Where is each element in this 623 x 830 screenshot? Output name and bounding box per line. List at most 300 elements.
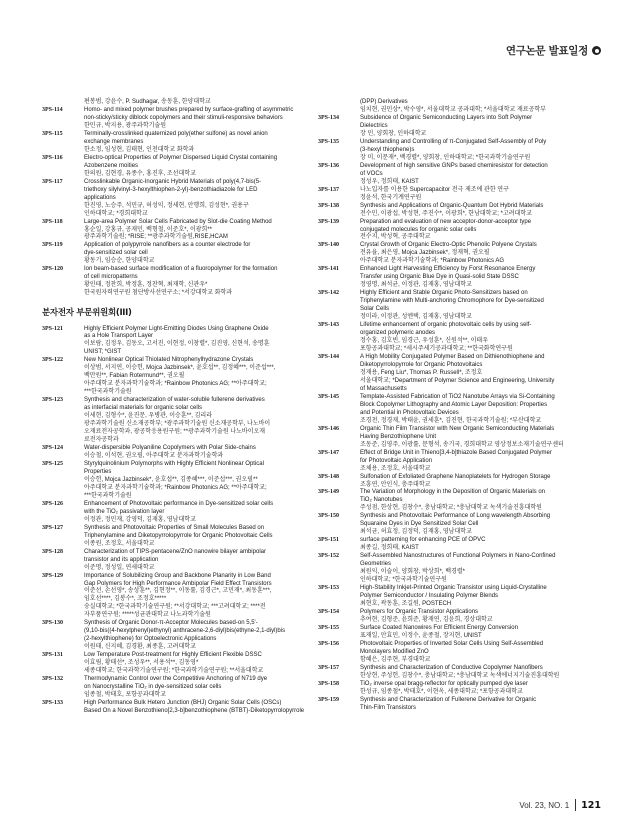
program-entry — [42, 242, 305, 266]
entry-line: 인하대학교; *한국과학기술연구원 — [360, 577, 447, 584]
entry-body — [84, 266, 305, 298]
entry-line: 한상현, 주성헌, 김창수*, 충남대학교; *충남대학교 녹색에너지기술진흥대학원 — [360, 672, 560, 679]
entry-body — [84, 700, 305, 716]
entry-code: 3PS-129 — [42, 572, 63, 579]
entry-body — [84, 445, 305, 461]
entry-code: 3PS-154 — [318, 609, 339, 615]
entry-body — [360, 187, 586, 203]
entry-line: 임치현, 권민상*, 박수영*, 서울대학교 공과대학; *서울대학교 재료공학부 — [360, 106, 546, 113]
entry-line: 정미라, 이정관, 성엔택, 김재홍, 영남대학교 — [360, 314, 472, 321]
program-entry — [318, 426, 586, 450]
program-entry — [42, 501, 305, 525]
entry-line: 조흥연, 안인식, 충주대학교 — [360, 481, 431, 488]
entry-line: on Nanocrystalline TiO₂ in dye-sensitized solar cells — [84, 684, 222, 691]
entry-line: 세종대학교; 한국과학기술연구원; *한국과학기술연구원; **서울대학교 — [84, 668, 264, 675]
entry-line: 장 민, 양회창, 인하대학교 — [360, 130, 427, 137]
entry-body — [360, 219, 586, 243]
entry-line: 이원태, 신지혜, 김경환, 최종훈, 고려대학교 — [84, 644, 196, 651]
entry-code: 3PS-117 — [42, 178, 63, 185]
entry-line: of Massachusetts — [360, 385, 407, 392]
entry-code: 3PS-135 — [318, 138, 339, 145]
program-entry — [318, 163, 586, 187]
entry-code: 3PS-132 — [42, 676, 63, 683]
entry-line: 이세현, 김형수*, 윤진문, 우병관, 이승훈**, 김리라 — [84, 413, 213, 420]
entry-code: 3PS-144 — [318, 354, 339, 360]
entry-line: Based On a Novel Benzothieno[2,3-b]benzothiophene (BTBT)-Diketopyrrolopyrrole — [84, 708, 305, 715]
entry-code: 3PS-123 — [42, 397, 63, 404]
entry-line: 이효림, 황태선*, 조성우**, 서용석**, 김동영* — [84, 660, 199, 667]
entry-body — [84, 219, 305, 243]
entry-line: 광주과학기술원 신소재공학부; *광주과학기술원 신소재공학부, 나노바이 — [84, 421, 271, 428]
program-entry — [42, 107, 305, 131]
entry-code: 3PS-114 — [42, 106, 63, 113]
entry-body — [84, 357, 305, 397]
entry-line: Solar Cells — [360, 306, 390, 313]
entry-line: Synthesis and Characterization of Conductive Copolymer Nanofibers — [360, 664, 543, 671]
entry-line: 최종길, 정희태, KAIST — [360, 545, 419, 552]
entry-line: Block Copolymer Lithography and Atomic Layer Deposition: Properties — [360, 401, 548, 408]
program-entry — [318, 322, 586, 354]
entry-code: 3PS-134 — [318, 114, 339, 121]
entry-body — [360, 290, 586, 322]
entry-body — [360, 354, 586, 394]
entry-line: Synthesis and Characterization of Fullerene Derivative for Organic — [360, 696, 537, 703]
bullet-circle-icon — [592, 46, 601, 55]
entry-line: 광주과학기술원; *RISE; **광주과학기술원,RISE,HCAM — [84, 234, 228, 241]
entry-line: 이준선, 손선영*, 송상훈**, 김현정**, 이동률, 김경근*, 고민재*, 최동훈***, — [84, 588, 272, 595]
entry-line: 홍순일, 강홍규, 공재민, 백형철, 이준호*, 이광희** — [84, 226, 213, 233]
entry-line: 임호선****, 김봉수*, 조정호***** — [84, 596, 167, 603]
entry-line: 료전자공학과 — [84, 437, 119, 444]
entry-body — [84, 549, 305, 573]
entry-line: TiO₂ Nanotubes — [360, 497, 403, 504]
entry-line: Dielectrics — [360, 122, 388, 129]
entry-line: Lifetime enhancement of organic photovoltaic cells by using self- — [360, 322, 532, 329]
entry-code: 3PS-151 — [318, 537, 339, 544]
entry-line: of VOCs — [360, 170, 383, 177]
entry-code: 3PS-120 — [42, 266, 63, 273]
entry-line: Low Temperature Post-treatment for Highly Efficient Flexible DSSC — [84, 652, 262, 659]
program-entry — [42, 397, 305, 445]
entry-line: 이상범, 서지연, 이승헌, Mojca Jazbinsek*, 윤호섭**, 김정혜***, 이준섭***, — [84, 365, 276, 372]
entry-line: Enhanced Light Harvesting Efficiency by Forst Resonance Energy — [360, 266, 536, 273]
entry-body — [360, 394, 586, 426]
entry-line: and Potential in Photovoltaic Devices — [360, 409, 459, 416]
entry-line: A High Mobility Conjugated Polymer Based on Dithienothiophene and — [360, 354, 545, 360]
entry-code: 3PS-130 — [42, 620, 63, 627]
program-entry — [318, 139, 586, 163]
entry-line: Homo- and mixed polymer brushes prepared by surface-grafting of asymmetric — [84, 106, 294, 113]
entry-line: 추여현, 김형준, 윤희준, 황재연, 김윤희, 경상대학교 — [360, 616, 493, 623]
entry-line: Having Benzothiophene Unit — [360, 433, 437, 440]
entry-line: 이승헌, Mojca Jazbinsek*, 윤호섭**, 김종혜***, 이준섭***, 권오필** — [84, 476, 258, 483]
entry-line: 백만원**, Fabian Rotermund**, 권오필 — [84, 373, 185, 380]
entry-line: Synthesis and Applications of Organic-Quantum Dot Hybrid Materials — [360, 202, 544, 209]
entry-line: 정수홍, 김호빈, 임경근, 우성훈*, 신원석**, 이태우 — [360, 338, 489, 345]
header-title: 연구논문 발표일정 — [505, 45, 588, 57]
entry-line: transistor and its application — [84, 556, 159, 563]
right-lead — [318, 99, 586, 115]
entry-body — [360, 625, 586, 641]
program-entry — [42, 266, 305, 298]
entry-line: Water-dispersible Polyaniline Copolymers with Polar Side-chains — [84, 445, 256, 452]
program-entry — [318, 290, 586, 322]
entry-line: 장 미, 이문재*, 백경렬*, 양회창, 인하대학교; *한국과학기술연구원 — [360, 154, 531, 161]
entry-body — [84, 242, 305, 266]
entry-line: 포항공과대학교; *세시주세기공과대학교; **한국화학연구원 — [360, 346, 513, 353]
entry-body — [84, 676, 305, 700]
entry-code: 3PS-121 — [42, 325, 63, 332]
entry-line: High Performance Bulk Hetero Junction (BHJ) Organic Solar Cells (OSCs) — [84, 700, 282, 707]
entry-line: Properties — [84, 468, 112, 475]
entry-line: 이정관, 정민재, 강영덕, 김재홍, 영남대학교 — [84, 516, 196, 523]
entry-body — [360, 322, 586, 354]
entry-line: non-sticky/sticky diblock copolymers and their stimuli-responsive behaviors — [84, 114, 283, 121]
entry-line: 임종철, 박태호, 포항공과대학교 — [84, 692, 167, 699]
entry-line: (3-hexyl thiophene)s — [360, 146, 415, 153]
entry-line: 이준명, 정성일, 연세대학교 — [84, 564, 155, 571]
entry-line: exchange membranes — [84, 138, 144, 145]
entry-line: applications — [84, 194, 116, 201]
entry-body — [360, 474, 586, 490]
entry-line: Sulfonation of Exfoliated Graphene Nanoplatelets for Hydrogen Storage — [360, 473, 551, 480]
entry-body — [360, 139, 586, 163]
entry-body — [84, 179, 305, 219]
entry-line: Importance of Solubilizing Group and Backbone Planarity in Low Band — [84, 572, 271, 579]
entry-body — [360, 489, 586, 513]
entry-line: Polymers for Organic Transistor Applications — [360, 609, 479, 615]
program-entry — [318, 242, 586, 266]
entry-line: Effect of Bridge Unit in Thieno[3,4-b]thiazole Based Conjugated Polymer — [360, 449, 552, 456]
entry-body — [360, 609, 586, 625]
entry-code: 3PS-137 — [318, 186, 339, 193]
entry-line: Surface Coated Nanowires For Efficient Energy Conversion — [360, 624, 518, 631]
entry-line: 한국원자력연구원 첨단방사선연구소; *서강대학교 화학과 — [84, 290, 233, 297]
entry-line: 아주대학교 분자과학기술학과; *Rainbow Photonics AG — [360, 258, 505, 265]
program-entry — [318, 513, 586, 537]
program-entry — [42, 131, 305, 155]
entry-line: Azobenzene moities — [84, 162, 139, 169]
entry-code: 3PS-158 — [318, 680, 339, 687]
program-entry — [318, 474, 586, 490]
entry-code: 3PS-140 — [318, 242, 339, 249]
program-entry — [42, 549, 305, 573]
entry-code: 3PS-126 — [42, 500, 63, 507]
section-heading: 분자전자 부문위원회(III) — [42, 308, 132, 319]
entry-line: 전유율, 최은영, Mojca Jazbinsek*, 정재혁, 권오필 — [360, 250, 490, 257]
entry-line: Understanding and Controlling of π-Conjugated Self-Assembly of Poly — [360, 138, 547, 145]
entry-line: conjugated molecules for organic solar cells — [360, 226, 477, 233]
entry-body — [84, 107, 305, 131]
entry-line: Diketopyrrolopyrrole for Organic Photovoltaics — [360, 361, 483, 368]
program-entry — [318, 219, 586, 243]
entry-line: 최원익, 이슬이, 양회창, 박상희*, 백경렬* — [360, 569, 465, 576]
program-entry — [318, 187, 586, 203]
entry-line: 한소정, 임성현, 김태현, 인천대학교 화학과 — [84, 146, 195, 153]
entry-line: of cell micropatterns — [84, 274, 138, 281]
entry-body — [360, 242, 586, 266]
entry-line: as interfacial materials for organic solar cells — [84, 405, 203, 412]
entry-code: 3PS-136 — [318, 162, 339, 169]
entry-code: 3PS-155 — [318, 624, 339, 631]
entry-line: ***한국과학기술원 — [84, 492, 132, 499]
entry-body — [360, 115, 586, 139]
entry-line: for Photovoltaic Application — [360, 457, 433, 464]
program-entry — [318, 115, 586, 139]
entry-line: surface patterning for enhancing PCE of OPVC — [360, 537, 486, 544]
program-entry — [42, 357, 305, 397]
entry-code: 3PS-146 — [318, 425, 339, 432]
program-entry — [318, 697, 586, 713]
program-entry — [318, 585, 586, 609]
entry-line: Triphenylamine and Diketopyrrolopyrrole for Organic Photovoltaic Cells — [84, 532, 273, 539]
entry-line: 조동준, 김영주, 이광률, 문형석, 송기국, 경희대학교 영상정보소재기술연구센터 — [360, 441, 564, 448]
entry-body — [84, 397, 305, 445]
entry-line: Synthesis and Photovoltaic Properties of Small Molecules Based on — [84, 524, 265, 531]
entry-line: 이종원, 조정호, 서울대학교 — [84, 540, 155, 547]
entry-line: 황동기, 임승순, 한양대학교 — [84, 258, 155, 265]
entry-line: Thermodynamic Control over the Competitive Anchoring of N719 dye — [84, 676, 268, 683]
entry-line: 전수지, 박성혁, 공주대학교 — [360, 234, 431, 241]
program-entry — [42, 461, 305, 501]
program-entry — [318, 354, 586, 394]
program-entry — [42, 652, 305, 676]
entry-line: Triphenylamine with Multi-anchoring Chromophore for Dye-sensitized — [360, 298, 544, 305]
entry-line: 오재료전자공학과, 광공학응용원구원; **광주과학기술원 나노바이오재 — [84, 429, 266, 436]
entry-line: Enhancement of Photovoltaic performance in Dye-sensitized solar cells — [84, 500, 274, 507]
entry-line: Gap Polymers for High Performance Ambipolar Field Effect Transistors — [84, 580, 272, 587]
entry-line: 아주대학교 분자과학기술학과; *Rainbow Photonics AG; **아주대학교; — [84, 381, 267, 388]
entry-line: ***한국과학기술원 — [84, 389, 132, 396]
program-entry — [42, 700, 305, 716]
entry-body — [360, 681, 586, 697]
entry-line: Synthesis and Photovoltaic Performance of Long wavelength Absorbing — [360, 513, 551, 520]
program-entry — [318, 553, 586, 585]
entry-line: 정성우, 정희태, KAIST — [360, 178, 419, 185]
program-entry — [42, 445, 305, 461]
entry-line: Styrylquinolinium Polymorphs with Highly Efficient Nonlinear Optical — [84, 460, 264, 467]
entry-line: Geometries — [360, 561, 392, 568]
entry-line: Development of high sensitive GNPs based chemiresistor for detection — [360, 162, 548, 169]
entry-line: (2-hexylthiophene) for Optoelectronic Applications — [84, 636, 217, 643]
entry-line: Transfer using Organic Blue Dye in Quasi-solid State DSSC — [360, 274, 519, 281]
program-entry — [42, 326, 305, 358]
entry-line: Preparation and evaluation of new acceptor-donor-acceptor type — [360, 218, 532, 225]
entry-line: 황인태, 정찬희, 박정훈, 정찬혁, 최재학, 신관우* — [84, 282, 208, 289]
entry-line: Synthesis and characterization of water-soluble fullerene derivatives — [84, 397, 265, 404]
entry-line: organized polymeric anodes — [360, 330, 436, 337]
entry-line: UNIST; *GIST — [84, 349, 122, 356]
entry-line: Highly Efficient Polymer Light-Emitting Diodes Using Graphene Oxide — [84, 325, 269, 332]
entry-line: 정윤석, 한국기계연구원 — [360, 194, 422, 201]
entry-body — [360, 641, 586, 665]
entry-line: Polymer Semiconductor / Insulating Polymer Blends — [360, 593, 499, 600]
right-entries — [318, 115, 586, 713]
entry-line: TiO₂ inverse opal bragg-reflector for optically pumped dye laser — [360, 680, 528, 687]
entry-code: 3PS-119 — [42, 242, 63, 249]
program-entry — [318, 665, 586, 681]
program-entry — [318, 450, 586, 474]
entry-line: Highly Efficient and Stable Organic Photo-Sensitizers based on — [360, 290, 528, 297]
entry-body — [360, 665, 586, 681]
entry-line: 한진영, 노승주, 석민규, 허성익, 정세현, 안행희, 김성현*, 권용구 — [84, 202, 249, 209]
entry-code: 3PS-118 — [42, 218, 63, 225]
entry-line: 한의원, 김현경, 유종수, 홍진후, 조선대학교 — [84, 170, 196, 177]
left-entries-b — [42, 326, 305, 716]
entry-line: 표재일, 안효민, 이정수, 윤종철, 장지현, UNIST — [360, 632, 482, 639]
entry-line: 서울대학교; *Department of Polymer Science and Engineering, University — [360, 377, 555, 384]
entry-line: Organic Thin Film Transistor with New Organic Semiconducting Materials — [360, 425, 555, 432]
entry-line: 전수민, 이광섭, 박성현, 주진수*, 이광희*, 한남대학교; *고려대학교 — [360, 210, 532, 217]
program-entry — [318, 681, 586, 697]
entry-body — [360, 553, 586, 585]
entry-code: 3PS-125 — [42, 460, 63, 467]
page-number: 121 — [581, 799, 601, 811]
entry-body — [360, 585, 586, 609]
entry-line: Characterization of TIPS-pentacene/ZnO nanowire bilayer ambipolar — [84, 548, 266, 555]
entry-line: Subsidence of Organic Semiconducting Layers into Soft Polymer — [360, 114, 533, 121]
entry-body — [360, 450, 586, 474]
entry-line: Template-Assisted Fabrication of TiO2 Nanotube Arrays via Si-Containing — [360, 393, 555, 400]
entry-body — [84, 326, 305, 358]
entry-line: 인하대학교; *경희대학교 — [84, 210, 148, 217]
entry-code: 3PS-115 — [42, 130, 63, 137]
entry-code: 3PS-150 — [318, 513, 339, 520]
program-entry — [318, 394, 586, 426]
entry-line: 한성규, 임종철*, 박태호*, 이현옥, 세종대학교; *포항공과대학교 — [360, 688, 523, 695]
entry-line: 이승철, 이석현, 권오필, 아주대학교 분자과학기술학과 — [84, 453, 224, 460]
program-entry — [42, 676, 305, 700]
entry-line: as a Hole Transport Layer — [84, 333, 154, 340]
program-entry — [318, 203, 586, 219]
entry-code: 3PS-143 — [318, 322, 339, 329]
entry-line: 자부품연구원; *****성균관대학교 나노과학기술원 — [84, 612, 211, 619]
program-entry — [42, 219, 305, 243]
entry-line: Self-Assembled Nanostructures of Functional Polymers in Nano-Confined — [360, 553, 556, 560]
entry-line: High-Stability Inkjet-Printed Organic Transistor using Liquid-Crystalline — [360, 585, 547, 592]
entry-code: 3PS-157 — [318, 664, 339, 671]
entry-body — [84, 501, 305, 525]
entry-line: 나노입자를 이용한 Supercapacitor 전극 제조에 관한 연구 — [360, 186, 509, 193]
entry-body — [84, 525, 305, 549]
entry-code: 3PS-139 — [318, 218, 339, 225]
program-entry — [318, 609, 586, 625]
page-footer — [519, 799, 601, 811]
left-column — [42, 99, 305, 716]
entry-code: 3PS-128 — [42, 548, 63, 555]
entry-line: Thin-Film Transistors — [360, 704, 417, 711]
entry-code: 3PS-145 — [318, 393, 339, 400]
entry-body — [360, 163, 586, 187]
entry-line: 함혜은, 김주현, 부경대학교 — [360, 656, 431, 663]
entry-code: 3PS-131 — [42, 652, 63, 659]
entry-line: 숭실대학교; *한국과학기술연구원; **서강대학교; ***고려대학교; ****전 — [84, 604, 266, 611]
entry-line: triethoxy silylvinyl-3-hexylthiophen-2-yl)-benzothiadiazole for LED — [84, 186, 258, 193]
program-entry — [42, 573, 305, 621]
entry-line: Large-area Polymer Solar Cells Fabricated by Slot-die Coating Method — [84, 218, 272, 225]
entry-line: Ion beam-based surface modification of a fluoropolymer for the formation — [84, 266, 278, 273]
entry-line: New Nonlinear Optical Thiolated Nitrophenylhydrazone Crystals — [84, 357, 254, 364]
entry-line: Crystal Growth of Organic Electro-Optic Phenolic Polyene Crystals — [360, 242, 537, 249]
entry-line: Monolayers Modified ZnO — [360, 648, 429, 655]
entry-line: 조경천, 정경재, 박태윤, 권세훈*, 김진현, 한국과학기술원; *부산대학교 — [360, 417, 542, 424]
entry-body — [84, 620, 305, 652]
entry-body — [360, 537, 586, 553]
entry-code: 3PS-142 — [318, 290, 339, 297]
entry-line: Terminally-crosslinked quaternized poly(ether sulfone) as novel anion — [84, 130, 268, 137]
entry-code: 3PS-127 — [42, 524, 63, 531]
entry-code: 3PS-153 — [318, 585, 339, 592]
entry-line: 정영명, 최석균, 이정관, 김재홍, 영남대학교 — [360, 282, 472, 289]
program-entry — [318, 489, 586, 513]
entry-line: with the TiO₂ passivation layer — [84, 508, 165, 515]
entry-body — [360, 266, 586, 290]
entry-code: 3PS-152 — [318, 553, 339, 560]
program-entry — [42, 620, 305, 652]
program-entry — [318, 625, 586, 641]
entry-line: 정재용, Feng Liu*, Thomas P. Russell*, 조정호 — [360, 369, 483, 376]
entry-line: Electro-optical Properties of Polymer Dispersed Liquid Crystal containing — [84, 154, 278, 161]
entry-line: Crosslinkable Organic-Inorganic Hybrid Materials of poly(4,7-bis(5- — [84, 178, 262, 185]
entry-body — [360, 426, 586, 450]
entry-line: 최석균, 허효정, 김정덕, 김재홍, 영남대학교 — [360, 529, 472, 536]
entry-body — [360, 697, 586, 713]
program-entry — [42, 155, 305, 179]
entry-line: (9,10-bis((4-hexylphenyl)ethynyl) anthracene-2,6-diyl)bis(ethyne-2,1-diyl)bis — [84, 628, 286, 635]
entry-code: 3PS-148 — [318, 473, 339, 480]
entry-line: Application of polypyrrole nanofibers as a counter electrode for — [84, 242, 251, 249]
program-entry — [318, 266, 586, 290]
entry-code: 3PS-159 — [318, 696, 339, 703]
entry-body — [84, 155, 305, 179]
entry-code: 3PS-156 — [318, 640, 339, 647]
entry-line: 아주대학교 분자과학기술학과; *Rainbow Photonics AG; **아주대학교; — [84, 484, 267, 491]
entry-code: 3PS-138 — [318, 202, 339, 209]
entry-body — [360, 203, 586, 219]
entry-line: The Variation of Morphology in the Deposition of Organic Materials on — [360, 489, 545, 496]
entry-code: 3PS-147 — [318, 449, 339, 456]
entry-code: 3PS-116 — [42, 154, 63, 161]
entry-body — [84, 131, 305, 155]
entry-line: 최현호, 곽동훈, 조길원, POSTECH — [360, 601, 452, 608]
program-entry — [42, 179, 305, 219]
entry-body — [84, 652, 305, 676]
entry-line: 이보람, 김정우, 김동오, 고서진, 이현정, 이창렬*, 김진영, 신현석, 송명훈 — [84, 341, 270, 348]
entry-code: 3PS-122 — [42, 357, 63, 364]
left-entries-a — [42, 107, 305, 298]
entry-line: 한민규, 박지용, 광주과학기술원 — [84, 122, 167, 129]
footer-volume: Vol. 23, NO. 1 — [519, 800, 570, 810]
entry-line: 조체용, 조정호, 서울대학교 — [360, 465, 431, 472]
entry-code: 3PS-149 — [318, 489, 339, 496]
entry-body — [360, 513, 586, 537]
program-entry — [318, 537, 586, 553]
entry-code: 3PS-141 — [318, 266, 339, 273]
entry-line: Photovoltaic Properties of Inverted Solar Cells Using Self-Assembled — [360, 640, 544, 647]
program-entry — [318, 641, 586, 665]
entry-line: (DPP) Derivatives — [360, 99, 408, 105]
entry-body — [84, 573, 305, 621]
entry-body — [84, 461, 305, 501]
entry-line: 주성점, 한상현, 김창수*, 충남대학교; *충남대학교 녹색기술진흥대학원 — [360, 505, 542, 512]
right-column — [318, 99, 586, 713]
entry-line: Squaraine Dyes in Dye Sensitized Solar Cell — [360, 521, 479, 528]
entry-line: dye-sensitized solar cell — [84, 250, 148, 257]
page-header — [506, 43, 601, 58]
entry-code: 3PS-124 — [42, 445, 63, 452]
footer-divider — [575, 799, 576, 811]
left-lead-authors: 편봉범, 강윤수, P. Sudhagar, 송동훈, 한양대학교 — [84, 99, 211, 105]
